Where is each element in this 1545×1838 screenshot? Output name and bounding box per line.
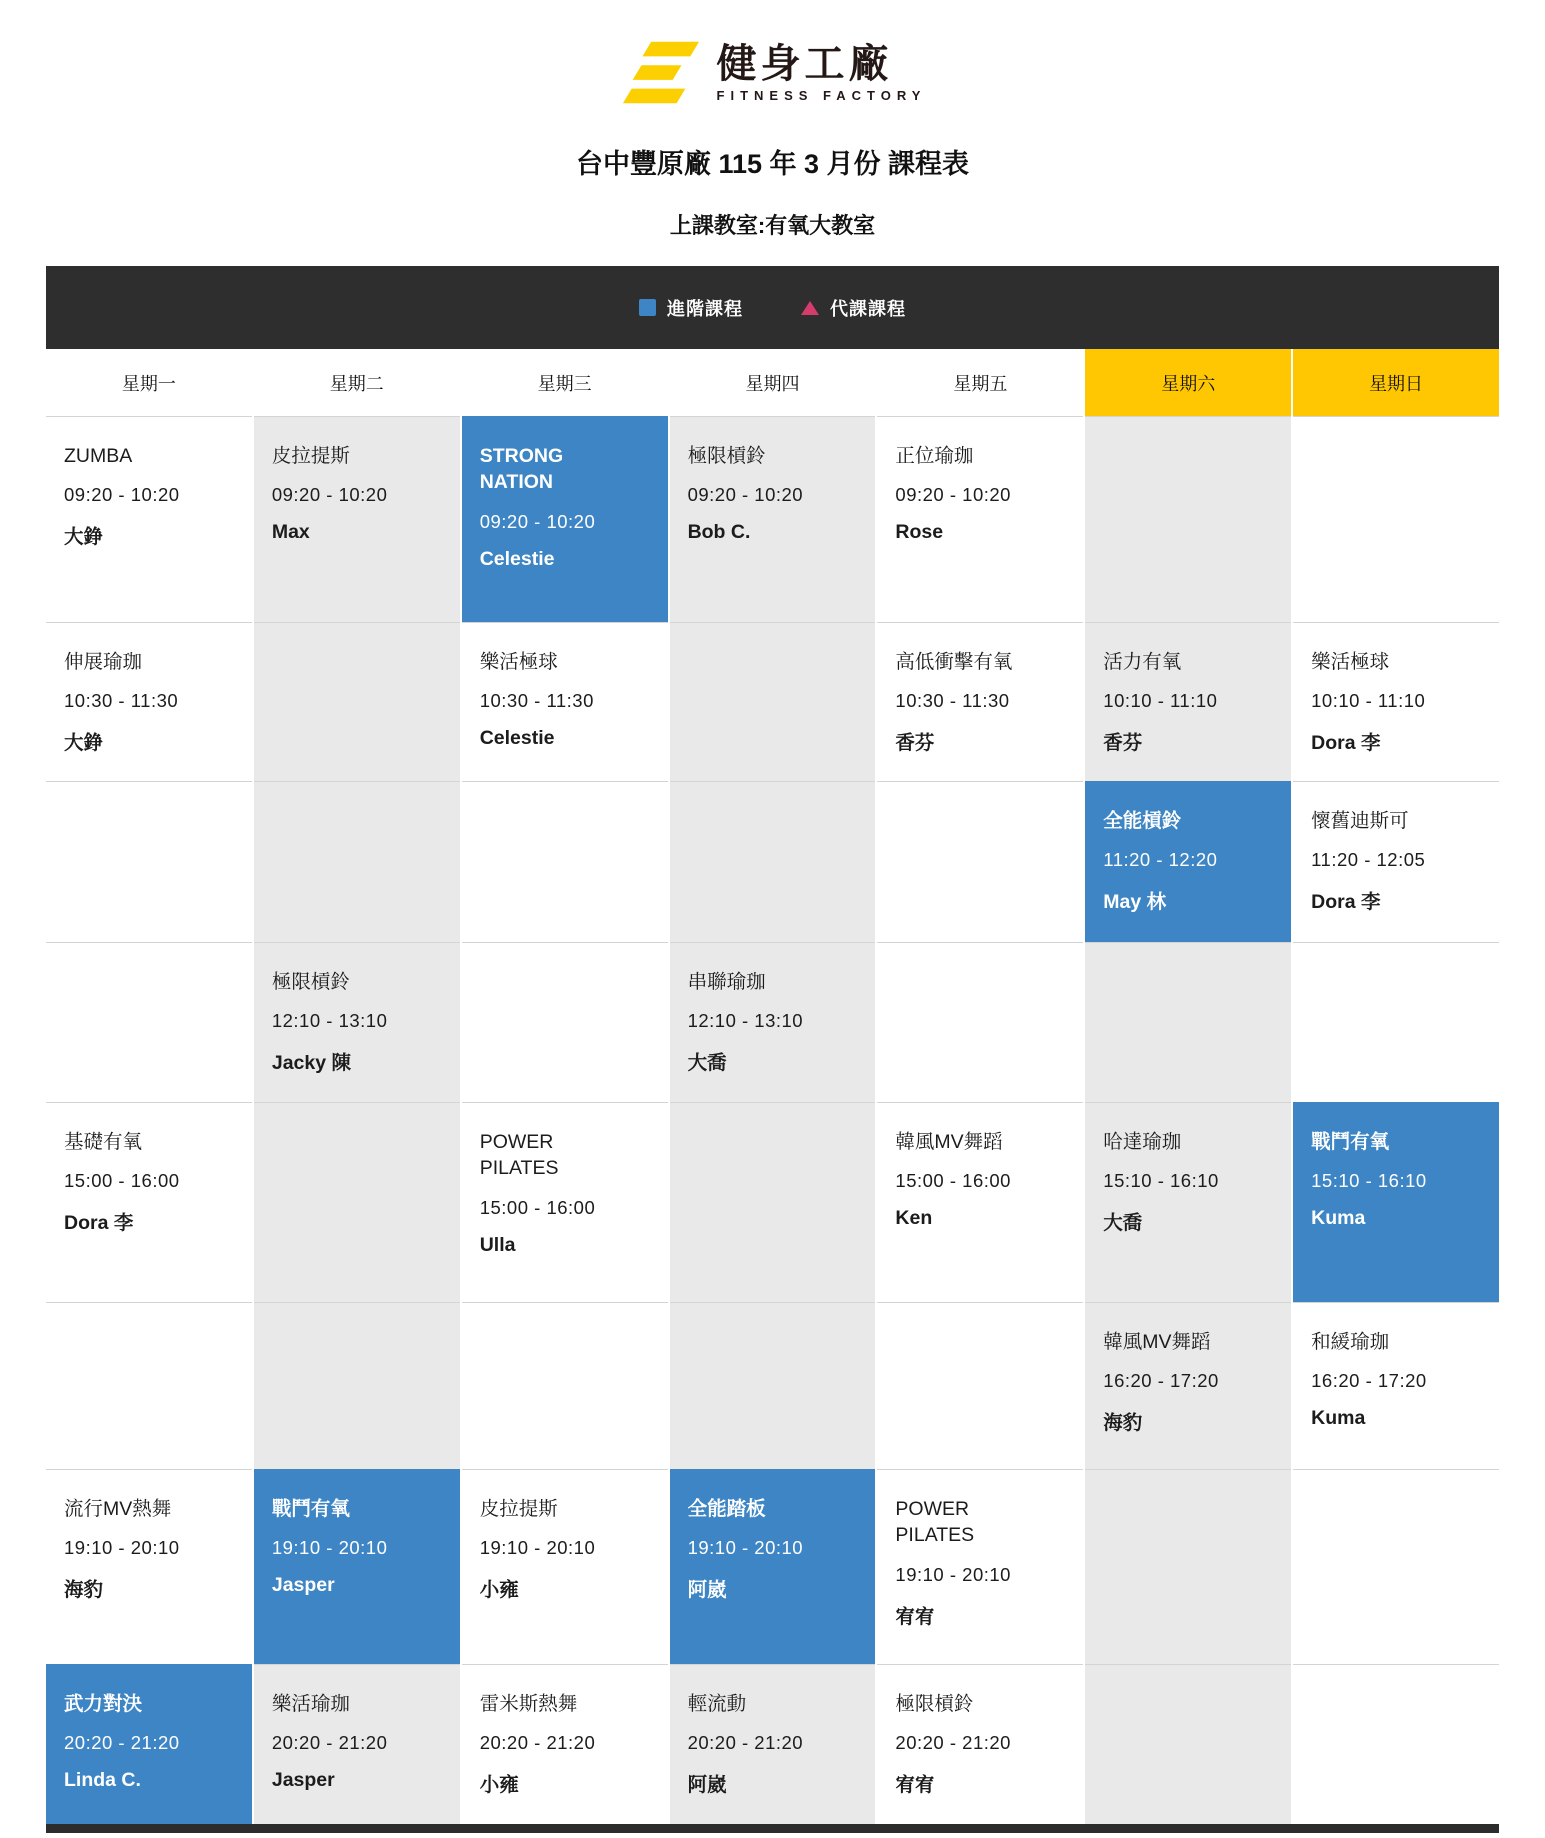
class-cell-thu-r7 xyxy=(670,1469,876,1664)
empty-cell-sun-r7 xyxy=(1293,1469,1499,1664)
class-cell-wed-r8 xyxy=(462,1664,668,1824)
course-time: 15:00 - 16:00 xyxy=(895,1170,1011,1192)
legend-advanced-label: 進階課程 xyxy=(667,298,743,319)
course-time: 12:10 - 13:10 xyxy=(687,1010,804,1032)
empty-cell-fri-r3 xyxy=(877,781,1083,942)
class-cell-tue-r8 xyxy=(254,1664,460,1824)
course-name: 雷米斯熱舞 xyxy=(479,1693,578,1715)
class-cell-fri-r1 xyxy=(877,416,1083,622)
brand-header xyxy=(0,30,1545,116)
course-time: 15:00 - 16:00 xyxy=(64,1170,180,1192)
course-time: 20:20 - 21:20 xyxy=(271,1732,388,1754)
course-name: 伸展瑜珈 xyxy=(64,651,143,673)
course-instructor: Kuma xyxy=(1311,1207,1366,1230)
brand-text xyxy=(717,43,927,103)
empty-cell-sun-r4 xyxy=(1293,942,1499,1102)
brand-name-en: FITNESS FACTORY xyxy=(716,88,927,103)
course-time: 20:20 - 21:20 xyxy=(479,1732,596,1754)
course-time: 09:20 - 10:20 xyxy=(64,484,180,506)
course-instructor: Kuma xyxy=(1311,1407,1366,1430)
course-name: STRONG NATION xyxy=(479,445,564,494)
brand-name-zh: 健身工廠 xyxy=(716,42,893,86)
class-cell-fri-r5 xyxy=(877,1102,1083,1302)
course-instructor: 大喬 xyxy=(687,1052,727,1075)
empty-cell-sun-r1 xyxy=(1293,416,1499,622)
day-header-sat: 星期六 xyxy=(1085,349,1291,416)
empty-cell-thu-r6 xyxy=(670,1302,876,1469)
course-name: 基礎有氧 xyxy=(64,1131,143,1153)
class-cell-mon-r8 xyxy=(46,1664,252,1824)
empty-cell-mon-r3 xyxy=(46,781,252,942)
weekday-header-row xyxy=(46,349,1499,416)
course-instructor: Rose xyxy=(895,521,944,544)
course-time: 20:20 - 21:20 xyxy=(64,1732,180,1754)
course-time: 09:20 - 10:20 xyxy=(687,484,804,506)
empty-cell-mon-r4 xyxy=(46,942,252,1102)
class-cell-sun-r3 xyxy=(1293,781,1499,942)
class-cell-tue-r1 xyxy=(254,416,460,622)
schedule-sheet xyxy=(46,266,1499,1833)
course-instructor: Jacky 陳 xyxy=(271,1052,351,1075)
course-instructor: 小雍 xyxy=(479,1579,519,1602)
course-instructor: Ken xyxy=(895,1207,933,1230)
table-bottom-border xyxy=(46,1824,1499,1833)
class-cell-wed-r7 xyxy=(462,1469,668,1664)
course-time: 10:10 - 11:10 xyxy=(1311,690,1426,712)
empty-cell-tue-r6 xyxy=(254,1302,460,1469)
class-cell-fri-r8 xyxy=(877,1664,1083,1824)
class-cell-thu-r8 xyxy=(670,1664,876,1824)
legend-advanced xyxy=(639,295,743,321)
course-instructor: Dora 李 xyxy=(1311,891,1381,914)
course-instructor: Dora 李 xyxy=(64,1212,134,1235)
course-name: 輕流動 xyxy=(687,1693,747,1715)
class-cell-sat-r6 xyxy=(1085,1302,1291,1469)
empty-cell-fri-r4 xyxy=(877,942,1083,1102)
schedule-grid xyxy=(46,416,1499,1824)
course-name: 武力對決 xyxy=(64,1693,143,1715)
course-time: 10:10 - 11:10 xyxy=(1103,690,1218,712)
course-name: 皮拉提斯 xyxy=(479,1498,558,1520)
course-instructor: 宥宥 xyxy=(895,1774,935,1797)
course-name: 皮拉提斯 xyxy=(271,445,350,467)
empty-cell-sat-r7 xyxy=(1085,1469,1291,1664)
course-name: ZUMBA xyxy=(64,445,133,467)
course-time: 09:20 - 10:20 xyxy=(895,484,1011,506)
class-cell-wed-r2 xyxy=(462,622,668,781)
course-instructor: Max xyxy=(271,521,310,544)
class-cell-sun-r6 xyxy=(1293,1302,1499,1469)
page-title: 台中豐原廠 115 年 3 月份 課程表 xyxy=(575,149,970,179)
class-cell-sun-r5 xyxy=(1293,1102,1499,1302)
course-instructor: 海豹 xyxy=(64,1579,104,1602)
empty-cell-thu-r3 xyxy=(670,781,876,942)
course-name: 正位瑜珈 xyxy=(895,445,974,467)
course-instructor: Dora 李 xyxy=(1311,732,1381,755)
course-name: 全能槓鈴 xyxy=(1103,810,1182,832)
course-time: 19:10 - 20:10 xyxy=(271,1537,388,1559)
class-cell-mon-r5 xyxy=(46,1102,252,1302)
course-time: 09:20 - 10:20 xyxy=(479,510,596,532)
course-name: 極限槓鈴 xyxy=(895,1693,974,1715)
class-cell-sat-r5 xyxy=(1085,1102,1291,1302)
classroom-subtitle: 上課教室:有氧大教室 xyxy=(669,213,876,238)
course-name: POWER PILATES xyxy=(479,1131,559,1180)
course-instructor: 大錚 xyxy=(64,526,104,549)
course-name: 哈達瑜珈 xyxy=(1103,1131,1182,1153)
course-time: 11:20 - 12:05 xyxy=(1311,849,1426,871)
empty-cell-wed-r4 xyxy=(462,942,668,1102)
day-header-wed: 星期三 xyxy=(462,349,668,416)
course-instructor: Jasper xyxy=(271,1769,335,1792)
course-time: 19:10 - 20:10 xyxy=(895,1563,1011,1585)
course-time: 16:20 - 17:20 xyxy=(1103,1370,1219,1392)
class-cell-sat-r2 xyxy=(1085,622,1291,781)
course-name: 韓風MV舞蹈 xyxy=(895,1131,1003,1153)
course-instructor: 阿崴 xyxy=(687,1774,727,1797)
course-instructor: 小雍 xyxy=(479,1774,519,1797)
class-cell-tue-r4 xyxy=(254,942,460,1102)
class-cell-wed-r1 xyxy=(462,416,668,622)
class-cell-tue-r7 xyxy=(254,1469,460,1664)
class-cell-mon-r2 xyxy=(46,622,252,781)
course-instructor: Linda C. xyxy=(64,1769,141,1792)
class-cell-sun-r2 xyxy=(1293,622,1499,781)
substitute-course-triangle-icon xyxy=(801,301,819,315)
course-time: 16:20 - 17:20 xyxy=(1311,1370,1427,1392)
course-instructor: 香芬 xyxy=(895,732,935,755)
empty-cell-sat-r1 xyxy=(1085,416,1291,622)
course-instructor: 大喬 xyxy=(1103,1212,1143,1235)
course-instructor: 海豹 xyxy=(1103,1412,1143,1435)
class-cell-fri-r7 xyxy=(877,1469,1083,1664)
course-name: 和緩瑜珈 xyxy=(1311,1331,1390,1353)
empty-cell-wed-r3 xyxy=(462,781,668,942)
course-time: 10:30 - 11:30 xyxy=(895,690,1010,712)
course-time: 15:00 - 16:00 xyxy=(479,1196,596,1218)
day-header-tue: 星期二 xyxy=(254,349,460,416)
course-instructor: Celestie xyxy=(479,727,555,750)
class-cell-mon-r7 xyxy=(46,1469,252,1664)
course-time: 10:30 - 11:30 xyxy=(64,690,179,712)
course-time: 19:10 - 20:10 xyxy=(64,1537,180,1559)
empty-cell-sun-r8 xyxy=(1293,1664,1499,1824)
course-time: 09:20 - 10:20 xyxy=(271,484,388,506)
course-instructor: 阿崴 xyxy=(687,1579,727,1602)
course-instructor: 香芬 xyxy=(1103,732,1143,755)
course-instructor: Ulla xyxy=(479,1233,516,1256)
day-header-fri: 星期五 xyxy=(877,349,1083,416)
day-header-mon: 星期一 xyxy=(46,349,252,416)
course-time: 20:20 - 21:20 xyxy=(895,1732,1011,1754)
course-name: 樂活瑜珈 xyxy=(271,1693,350,1715)
day-header-thu: 星期四 xyxy=(670,349,876,416)
empty-cell-tue-r5 xyxy=(254,1102,460,1302)
course-name: 全能踏板 xyxy=(687,1498,766,1520)
advanced-course-swatch-icon xyxy=(639,299,656,316)
course-name: 樂活極球 xyxy=(479,651,558,673)
course-time: 19:10 - 20:10 xyxy=(687,1537,804,1559)
empty-cell-thu-r2 xyxy=(670,622,876,781)
course-name: 極限槓鈴 xyxy=(687,445,766,467)
course-time: 15:10 - 16:10 xyxy=(1103,1170,1219,1192)
empty-cell-wed-r6 xyxy=(462,1302,668,1469)
empty-cell-tue-r3 xyxy=(254,781,460,942)
course-name: 戰鬥有氧 xyxy=(1311,1131,1390,1153)
empty-cell-thu-r5 xyxy=(670,1102,876,1302)
course-name: POWER PILATES xyxy=(895,1498,975,1547)
class-cell-mon-r1 xyxy=(46,416,252,622)
class-cell-fri-r2 xyxy=(877,622,1083,781)
course-name: 串聯瑜珈 xyxy=(687,971,766,993)
course-name: 樂活極球 xyxy=(1311,651,1390,673)
course-name: 流行MV熱舞 xyxy=(64,1498,172,1520)
class-cell-thu-r1 xyxy=(670,416,876,622)
course-time: 12:10 - 13:10 xyxy=(271,1010,388,1032)
course-time: 11:20 - 12:20 xyxy=(1103,849,1218,871)
course-instructor: 宥宥 xyxy=(895,1605,935,1628)
legend-substitute-label: 代課課程 xyxy=(830,298,906,319)
course-name: 高低衝擊有氧 xyxy=(895,651,1013,673)
course-name: 韓風MV舞蹈 xyxy=(1103,1331,1211,1353)
course-instructor: Jasper xyxy=(271,1574,335,1597)
course-instructor: May 林 xyxy=(1103,891,1167,914)
course-name: 懷舊迪斯可 xyxy=(1311,810,1409,832)
empty-cell-mon-r6 xyxy=(46,1302,252,1469)
empty-cell-sat-r4 xyxy=(1085,942,1291,1102)
course-time: 10:30 - 11:30 xyxy=(479,690,594,712)
empty-cell-sat-r8 xyxy=(1085,1664,1291,1824)
empty-cell-fri-r6 xyxy=(877,1302,1083,1469)
course-instructor: Celestie xyxy=(479,547,555,570)
class-cell-wed-r5 xyxy=(462,1102,668,1302)
legend-bar xyxy=(46,266,1499,349)
fitness-factory-logo-icon xyxy=(619,40,701,106)
empty-cell-tue-r2 xyxy=(254,622,460,781)
class-cell-sat-r3 xyxy=(1085,781,1291,942)
course-instructor: Bob C. xyxy=(687,521,751,544)
course-time: 19:10 - 20:10 xyxy=(479,1537,596,1559)
day-header-sun: 星期日 xyxy=(1293,349,1499,416)
class-cell-thu-r4 xyxy=(670,942,876,1102)
course-instructor: 大錚 xyxy=(64,732,104,755)
legend-substitute xyxy=(801,295,906,321)
course-name: 戰鬥有氧 xyxy=(271,1498,350,1520)
course-time: 20:20 - 21:20 xyxy=(687,1732,804,1754)
course-name: 極限槓鈴 xyxy=(271,971,350,993)
course-name: 活力有氧 xyxy=(1103,651,1182,673)
course-time: 15:10 - 16:10 xyxy=(1311,1170,1427,1192)
